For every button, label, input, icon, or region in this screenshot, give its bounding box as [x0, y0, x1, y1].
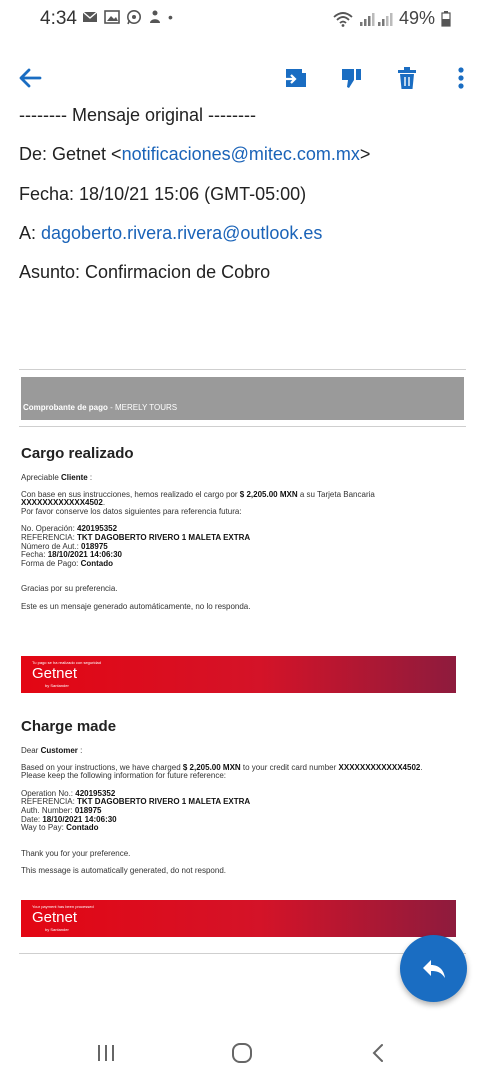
thanks-en: Thank you for your preference. [21, 848, 131, 858]
divider-bottom [19, 953, 466, 954]
detail-ref-es: REFERENCIA: TKT DAGOBERTO RIVERO 1 MALETA EXTRA [21, 532, 251, 542]
divider-top [19, 369, 466, 370]
recent-apps-icon [96, 1044, 116, 1062]
email-icon [82, 10, 98, 24]
from-line: De: Getnet <notificaciones@mitec.com.mx> [19, 144, 371, 164]
original-message-line: -------- Mensaje original -------- [19, 105, 256, 125]
detail-date-en: Date: 18/10/2021 14:06:30 [21, 814, 117, 824]
delete-button[interactable] [393, 64, 421, 92]
delete-icon [396, 66, 418, 90]
banner-tag-es: Tu pago se ha realizado con seguridad [32, 660, 102, 665]
to-line: A: dagoberto.rivera.rivera@outlook.es [19, 223, 323, 243]
reply-icon [421, 958, 447, 980]
image-icon [104, 10, 120, 24]
back-arrow-icon [18, 67, 42, 89]
greeting-es: Apreciable Cliente : [21, 473, 93, 482]
reply-button[interactable] [400, 935, 467, 1002]
receipt-banner [21, 377, 464, 420]
back-icon [371, 1043, 385, 1063]
signal-icon [359, 11, 393, 27]
divider-receipt [19, 426, 466, 427]
notification-icon [148, 9, 162, 25]
body-es-2: Por favor conserve los datos siguientes para referencia futura: [21, 506, 242, 516]
status-time: 4:34 [40, 8, 77, 29]
more-options-button[interactable] [447, 64, 475, 92]
move-button[interactable] [280, 64, 308, 92]
detail-op-es: No. Operación: 420195352 [21, 524, 118, 534]
greeting-en: Dear Customer : [21, 746, 83, 755]
recent-apps-button[interactable] [88, 1038, 124, 1068]
spam-button[interactable] [337, 64, 365, 92]
body-es: Con base en sus instrucciones, hemos realizado el cargo por $ 2,205.00 MXN a su Tarjeta Bancaria XXXXXXXXXXXX4502. [21, 489, 375, 508]
banner-tag-en: Your payment has been processed [32, 904, 94, 909]
battery-percent: 49% [398, 8, 435, 28]
body-en: Based on your instructions, we have charged $ 2,205.00 MXN to your credit card number XXXXXXXXXXXX4502. [21, 762, 423, 772]
whatsapp-icon [126, 9, 142, 25]
auto-message-es: Este es un mensaje generado automáticamente, no lo responda. [21, 601, 251, 611]
system-nav-bar [0, 1030, 485, 1080]
to-email-link[interactable]: dagoberto.rivera.rivera@outlook.es [41, 223, 323, 243]
thumbs-down-icon [339, 66, 363, 90]
receipt-merchant: - MERELY TOURS [107, 403, 178, 412]
detail-date-es: Fecha: 18/10/2021 14:06:30 [21, 550, 122, 560]
getnet-logo-es: Getnet [32, 665, 78, 682]
getnet-banner-en [21, 900, 456, 937]
receipt-label: Comprobante de pago [23, 403, 108, 412]
section-title-es: Cargo realizado [21, 445, 134, 462]
move-icon [281, 66, 307, 90]
from-email-link[interactable]: notificaciones@mitec.com.mx [121, 144, 360, 164]
detail-pay-es: Forma de Pago: Contado [21, 558, 114, 568]
status-bar [0, 0, 485, 38]
back-button[interactable] [16, 64, 44, 92]
more-options-icon [457, 66, 465, 90]
back-nav-button[interactable] [360, 1038, 396, 1068]
auto-message-en: This message is automatically generated, do not respond. [21, 866, 227, 876]
getnet-banner-es [21, 656, 456, 693]
detail-pay-en: Way to Pay: Contado [21, 823, 99, 833]
detail-auth-en: Auth. Number: 018975 [21, 805, 102, 815]
email-toolbar [0, 58, 485, 98]
detail-ref-en: REFERENCIA: TKT DAGOBERTO RIVERO 1 MALETA EXTRA [21, 797, 251, 807]
detail-op-en: Operation No.: 420195352 [21, 788, 116, 798]
subject-line: Asunto: Confirmacion de Cobro [19, 262, 271, 282]
detail-auth-es: Número de Aut.: 018975 [21, 541, 108, 551]
home-icon [231, 1042, 253, 1064]
wifi-icon [333, 11, 353, 27]
spanish-section [21, 445, 461, 612]
english-section [21, 718, 461, 876]
banner-sub-en: by Santander [45, 927, 69, 932]
banner-sub-es: by Santander [45, 683, 69, 688]
dot-indicator: • [168, 9, 173, 25]
getnet-logo-en: Getnet [32, 909, 78, 926]
thanks-es: Gracias por su preferencia. [21, 584, 118, 594]
battery-icon [441, 11, 451, 27]
body-en-2: Please keep the following information for future reference: [21, 771, 227, 781]
date-line: Fecha: 18/10/21 15:06 (GMT-05:00) [19, 184, 307, 204]
home-button[interactable] [224, 1038, 260, 1068]
section-title-en: Charge made [21, 718, 117, 735]
